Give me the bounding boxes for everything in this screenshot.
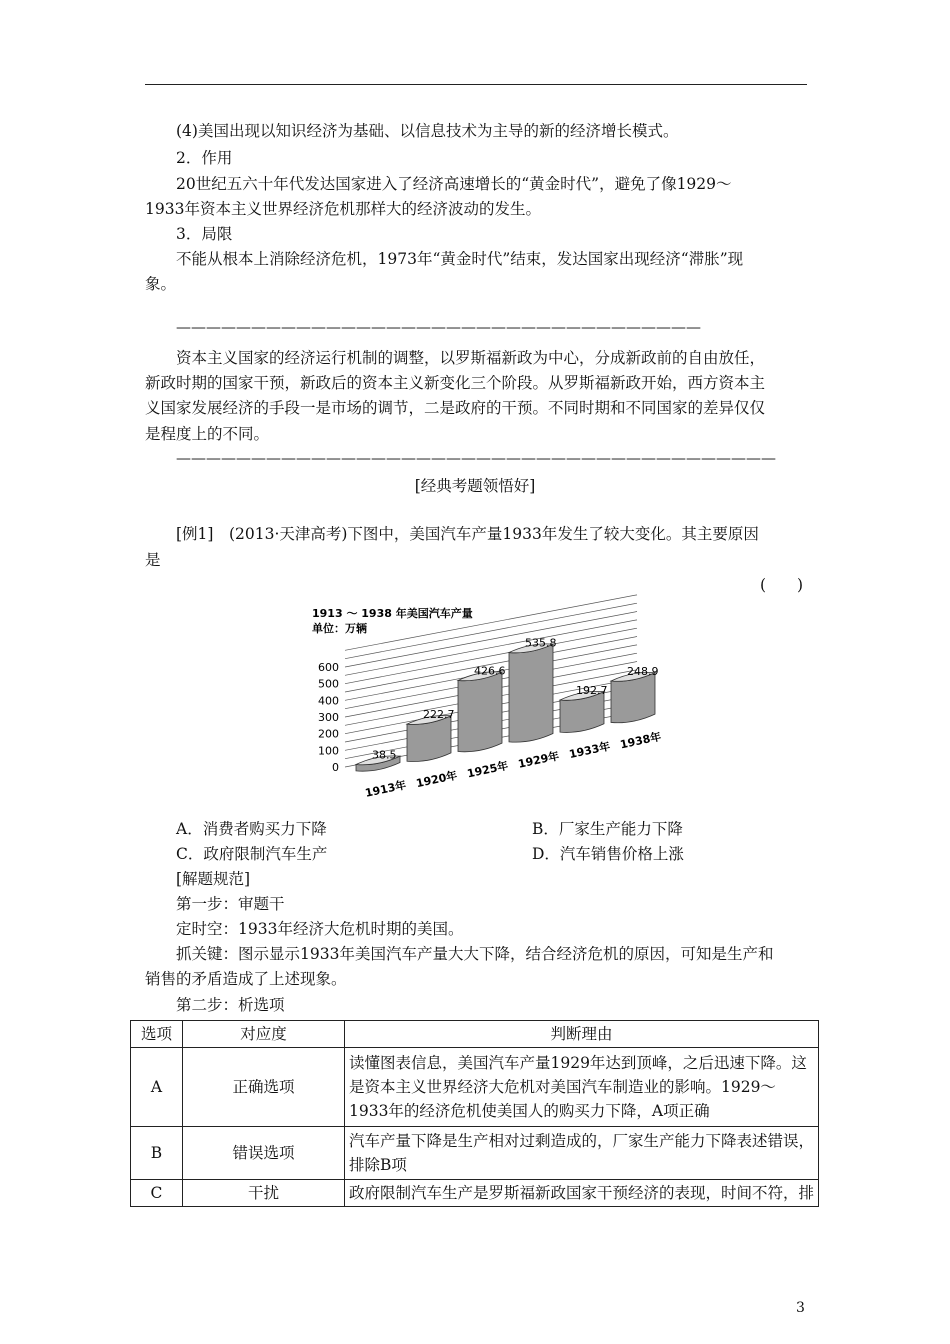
chart-value-label: 426.6	[474, 664, 506, 678]
chart-xtick-label: 1933年	[567, 739, 612, 762]
chart-ytick-label: 200	[318, 727, 339, 741]
example-line2: 是	[145, 551, 161, 569]
note-line4: 是程度上的不同。	[145, 425, 270, 443]
table-cell-reason: 读懂图表信息，美国汽车产量1929年达到顶峰，之后迅速下降。这是资本主义世界经济大危机对美国汽车制造业的影响。1929～1933年的经济危机使美国人的购买力下降，A项正确	[344, 1048, 818, 1127]
dash-divider-top: ———————————————————————————————————	[176, 318, 701, 336]
analysis-table	[130, 1020, 819, 1207]
chart-ytick-label: 500	[318, 677, 339, 691]
table-cell-degree: 错误选项	[182, 1127, 344, 1180]
chart-xtick-label: 1929年	[516, 749, 561, 771]
section-2-line1: 20世纪五六十年代发达国家进入了经济高速增长的“黄金时代”，避免了像1929～	[176, 175, 732, 193]
chart-ytick-label: 600	[318, 661, 339, 674]
header-rule	[145, 84, 807, 85]
page-number: 3	[796, 1300, 805, 1316]
answer-bracket: ( )	[760, 576, 804, 594]
chart-bar	[458, 672, 502, 752]
chart-ytick-label: 100	[318, 744, 339, 758]
chart-value-label: 535.8	[525, 636, 557, 650]
chart-xtick-label: 1925年	[465, 759, 510, 781]
table-cell-degree: 干扰	[182, 1180, 344, 1207]
table-row	[131, 1180, 819, 1207]
solution-step1: 第一步：审题干	[176, 895, 285, 913]
table-header-option: 选项	[131, 1021, 183, 1048]
note-line3: 义国家发展经济的手段一是市场的调节，二是政府的干预。不同时期和不同国家的差异仅仅	[145, 399, 766, 417]
option-b: B．厂家生产能力下降	[532, 820, 683, 838]
example-line1: [例1] (2013·天津高考)下图中，美国汽车产量1933年发生了较大变化。其主要原因	[176, 525, 759, 543]
section-3-line2: 象。	[145, 275, 177, 293]
option-d: D．汽车销售价格上涨	[532, 845, 684, 863]
chart-value-label: 38.5	[372, 748, 397, 762]
table-cell-degree: 正确选项	[182, 1048, 344, 1127]
chart-value-label: 192.7	[576, 684, 608, 698]
chart-value-label: 248.9	[627, 664, 659, 678]
table-header-degree: 对应度	[182, 1021, 344, 1048]
solution-key-line2: 销售的矛盾造成了上述现象。	[145, 970, 347, 988]
solution-key-line1: 抓关键：图示显示1933年美国汽车产量大大下降，结合经济危机的原因，可知是生产和	[176, 945, 774, 963]
chart-value-label: 222.7	[423, 708, 455, 722]
table-cell-option: A	[131, 1048, 183, 1127]
chart-xtick-label: 1938年	[618, 730, 663, 752]
chart-title: 1913 ～ 1938 年美国汽车产量	[312, 607, 473, 620]
table-cell-option: B	[131, 1127, 183, 1180]
chart-xtick-label: 1920年	[414, 768, 459, 791]
option-c: C．政府限制汽车生产	[176, 845, 328, 863]
solution-step2: 第二步：析选项	[176, 996, 285, 1014]
table-header-row	[131, 1021, 819, 1048]
table-cell-reason: 政府限制汽车生产是罗斯福新政国家干预经济的表现，时间不符，排	[344, 1180, 818, 1207]
note-line1: 资本主义国家的经济运行机制的调整，以罗斯福新政为中心，分成新政前的自由放任，	[176, 349, 766, 367]
chart-ytick-label: 400	[318, 694, 339, 708]
dash-divider-bottom: ————————————————————————————————————————	[176, 449, 776, 467]
solution-heading: [解题规范]	[176, 870, 251, 888]
chart-xtick-label: 1913年	[363, 778, 408, 800]
section-3-title: 3．局限	[176, 225, 233, 243]
chart-ytick-label: 0	[332, 761, 339, 774]
section-2-title: 2．作用	[176, 149, 233, 167]
note-line2: 新政时期的国家干预，新政后的资本主义新变化三个阶段。从罗斯福新政开始，西方资本主	[145, 374, 766, 392]
section-heading: [经典考题领悟好]	[414, 477, 536, 495]
chart-ytick-label: 300	[318, 711, 339, 724]
chart-bar	[509, 644, 553, 742]
table-header-reason: 判断理由	[344, 1021, 818, 1048]
paragraph-p4: (4)美国出现以知识经济为基础、以信息技术为主导的新的经济增长模式。	[176, 122, 679, 140]
table-row	[131, 1127, 819, 1180]
car-production-chart	[300, 595, 663, 810]
table-cell-option: C	[131, 1180, 183, 1207]
solution-time-space: 定时空：1933年经济大危机时期的美国。	[176, 920, 464, 938]
section-3-line1: 不能从根本上消除经济危机，1973年“黄金时代”结束，发达国家出现经济“滞胀”现	[176, 250, 744, 268]
section-2-line2: 1933年资本主义世界经济危机那样大的经济波动的发生。	[145, 200, 541, 218]
option-a: A．消费者购买力下降	[176, 820, 327, 838]
chart-unit: 单位：万辆	[312, 622, 367, 635]
table-cell-reason: 汽车产量下降是生产相对过剩造成的，厂家生产能力下降表述错误，排除B项	[344, 1127, 818, 1180]
chart-gridline	[345, 595, 637, 650]
table-row	[131, 1048, 819, 1127]
